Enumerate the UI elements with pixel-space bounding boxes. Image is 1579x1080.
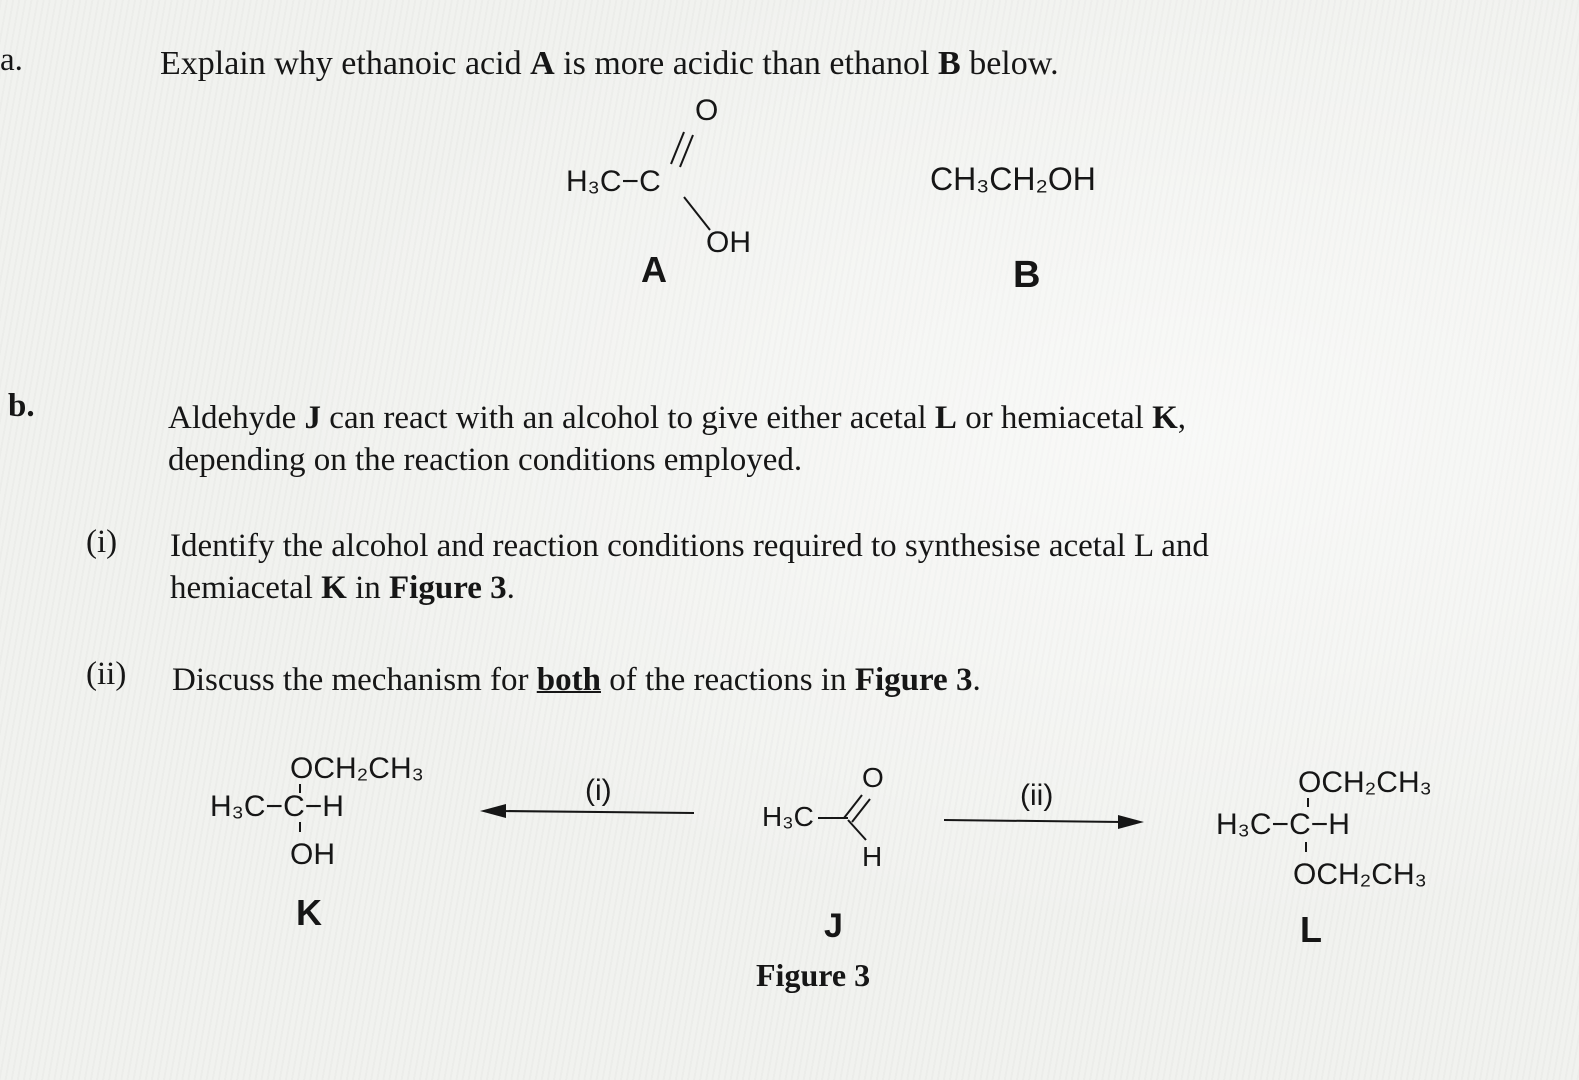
sub-i-text-3: . xyxy=(506,570,515,606)
acetal-l-ref: L xyxy=(934,400,957,436)
figure-3-ref: Figure 3 xyxy=(389,570,507,606)
part-b-text-2: can react with an alcohol to give either acetal xyxy=(321,400,935,436)
part-a-text-3: below. xyxy=(960,45,1059,82)
structure-b xyxy=(930,161,1096,296)
part-b-letter: b. xyxy=(8,388,35,424)
part-b-line-2: depending on the reaction conditions employed. xyxy=(168,442,803,478)
structure-j-h3c: H₃C xyxy=(762,801,814,832)
structure-a-label: A xyxy=(641,249,667,290)
part-a-text-2: is more acidic than ethanol xyxy=(554,45,938,82)
structure-k xyxy=(210,752,424,933)
structure-l-top: OCH₂CH₃ xyxy=(1298,766,1432,799)
part-b-text-4: , xyxy=(1177,400,1187,436)
reaction-arrow-i xyxy=(480,774,694,818)
compound-b-ref: B xyxy=(938,45,961,82)
figure-caption: Figure 3 xyxy=(756,957,871,993)
structure-a-h3c-c: H₃C−C xyxy=(566,165,661,198)
structure-k-top: OCH₂CH₃ xyxy=(290,752,424,785)
structure-b-formula: CH₃CH₂OH xyxy=(930,161,1096,197)
part-b-line-1 xyxy=(168,398,1186,438)
compound-a-ref: A xyxy=(530,45,555,82)
structure-l-bottom: OCH₂CH₃ xyxy=(1293,858,1427,891)
hemiacetal-k-ref: K xyxy=(1152,400,1178,436)
hemiacetal-k-ref-2: K xyxy=(321,570,347,606)
sub-question-i-line-1: Identify the alcohol and reaction conditions required to synthesise acetal L and xyxy=(170,528,1209,564)
arrow-i-label: (i) xyxy=(585,774,612,807)
figure-3-ref-2: Figure 3 xyxy=(854,662,973,698)
sub-i-text-2: in xyxy=(346,570,390,606)
structure-a-hydroxyl: OH xyxy=(706,226,751,259)
structure-b-label: B xyxy=(1013,254,1041,296)
sub-ii-text-2: of the reactions in xyxy=(600,662,855,698)
reaction-arrow-ii xyxy=(944,779,1144,829)
sub-question-ii-number: (ii) xyxy=(86,656,127,692)
structure-k-middle: H₃C−C−H xyxy=(210,790,344,823)
aldehyde-j-ref: J xyxy=(304,400,322,436)
structure-a xyxy=(566,94,751,290)
structure-j-hydrogen: H xyxy=(862,841,883,872)
structure-l-label: L xyxy=(1300,909,1322,950)
structure-a-oxygen: O xyxy=(695,94,719,127)
part-a-text-1: Explain why ethanoic acid xyxy=(160,45,531,82)
structure-l-middle: H₃C−C−H xyxy=(1216,808,1350,841)
sub-ii-text-3: . xyxy=(972,662,981,698)
both-emphasis: both xyxy=(536,662,601,698)
arrow-ii-label: (ii) xyxy=(1020,779,1054,812)
structure-j-label: J xyxy=(824,907,843,945)
part-b-text-3: or hemiacetal xyxy=(956,400,1153,436)
sub-question-i-number: (i) xyxy=(86,524,118,560)
sub-question-i-line-2 xyxy=(170,568,515,608)
sub-question-ii-line xyxy=(172,660,981,700)
structure-l xyxy=(1216,766,1432,950)
structure-j xyxy=(762,762,884,945)
part-a-letter: a. xyxy=(0,42,23,78)
part-b-text-1: Aldehyde xyxy=(168,400,305,436)
structure-k-bottom: OH xyxy=(290,838,335,871)
sub-i-text-1: hemiacetal xyxy=(170,570,322,606)
sub-ii-text-1: Discuss the mechanism for xyxy=(172,662,537,698)
structure-k-label: K xyxy=(296,892,322,933)
structure-j-oxygen: O xyxy=(862,762,884,793)
